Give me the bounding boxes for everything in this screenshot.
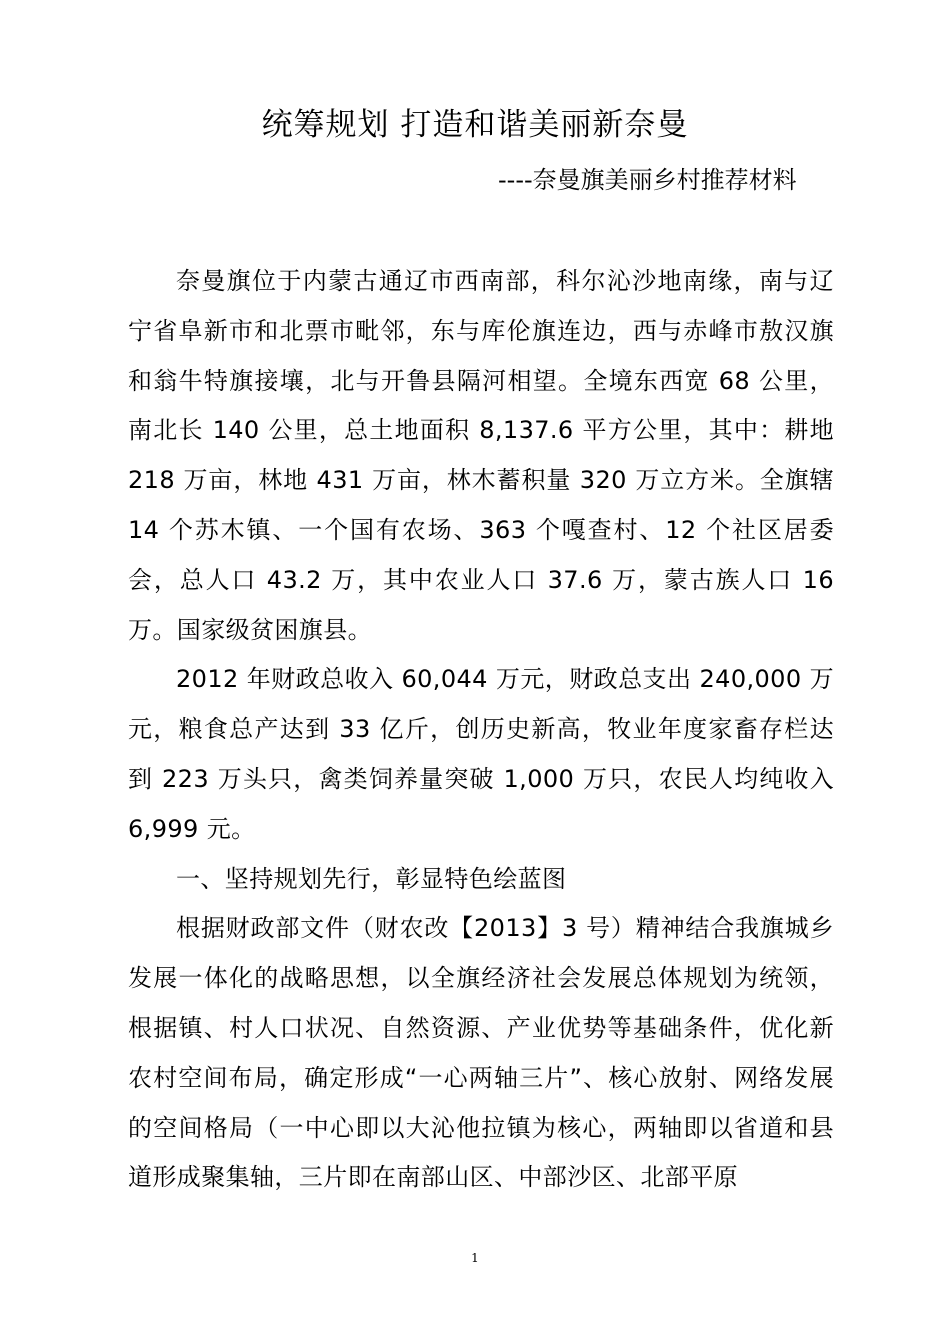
paragraph-overview: 奈曼旗位于内蒙古通辽市西南部，科尔沁沙地南缘，南与辽宁省阜新市和北票市毗邻，东与库伦旗连边，西与赤峰市敖汉旗和翁牛特旗接壤，北与开鲁县隔河相望。全境东西宽 68 公里，南北长 140 公里，总土地面积 8,137.6 平方公里，其中：耕地 218 万亩，林地 431 万亩，林木蓄积量 320 万立方米。全旗辖 14 个苏木镇、一个国有农场、363 个嘎查村、12 个社区居委会，总人口 43.2 万，其中农业人口 37.6 万，蒙古族人口 16 万。国家级贫困旗县。 bbox=[128, 267, 834, 644]
paragraph-finance: 2012 年财政总收入 60,044 万元，财政总支出 240,000 万元，粮食总产达到 33 亿斤，创历史新高，牧业年度家畜存栏达到 223 万头只，禽类饲养量突破 1,000 万只，农民人均纯收入 6,999 元。 bbox=[128, 665, 834, 843]
paragraph-planning: 根据财政部文件（财农改【2013】3 号）精神结合我旗城乡发展一体化的战略思想，以全旗经济社会发展总体规划为统领，根据镇、村人口状况、自然资源、产业优势等基础条件，优化新农村空间布局，确定形成“一心两轴三片”、核心放射、网络发展的空间格局（一中心即以大沁他拉镇为核心，两轴即以省道和县道形成聚集轴，三片即在南部山区、中部沙区、北部平原 bbox=[128, 914, 834, 1192]
page-number: 1 bbox=[471, 1251, 479, 1265]
document-subtitle: ----奈曼旗美丽乡村推荐材料 bbox=[498, 166, 797, 194]
document-body bbox=[128, 257, 834, 1203]
document-title: 统筹规划 打造和谐美丽新奈曼 bbox=[261, 107, 689, 143]
section-heading-1: 一、坚持规划先行，彰显特色绘蓝图 bbox=[176, 864, 567, 893]
